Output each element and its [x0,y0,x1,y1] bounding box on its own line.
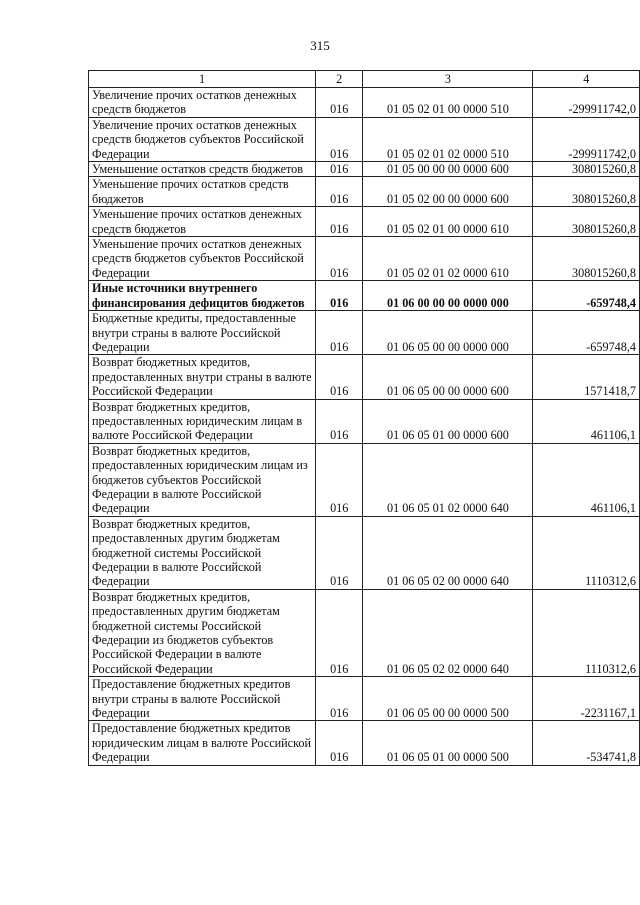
table-row [89,162,640,177]
table-row [89,516,640,589]
row-amount-cell: 308015260,8 [533,237,640,281]
row-name-cell: Увеличение прочих остатков денежных средств бюджетов [89,88,316,118]
row-amount-cell: 308015260,8 [533,177,640,207]
budget-sources-table [88,70,640,766]
row-code-cell: 016 [316,88,363,118]
column-header-1: 1 [89,71,316,88]
page-number: 315 [310,38,330,53]
row-code-cell: 016 [316,177,363,207]
table-row [89,399,640,443]
table-row [89,207,640,237]
column-header-3: 3 [363,71,533,88]
row-budget-code-cell: 01 06 05 02 00 0000 640 [363,516,533,589]
row-budget-code-cell: 01 05 02 01 00 0000 610 [363,207,533,237]
table-row [89,281,640,311]
row-amount-cell: 1110312,6 [533,516,640,589]
row-amount-cell: 461106,1 [533,443,640,516]
row-name-cell: Уменьшение остатков средств бюджетов [89,162,316,177]
row-code-cell: 016 [316,117,363,161]
row-code-cell: 016 [316,677,363,721]
row-budget-code-cell: 01 06 05 01 00 0000 600 [363,399,533,443]
row-code-cell: 016 [316,589,363,676]
row-budget-code-cell: 01 06 05 02 02 0000 640 [363,589,533,676]
column-header-4: 4 [533,71,640,88]
table-row [89,355,640,399]
row-amount-cell: -299911742,0 [533,88,640,118]
row-name-cell: Возврат бюджетных кредитов, предоставленных другим бюджетам бюджетной системы Российской Федерации в валюте Российской Федерации [89,516,316,589]
row-name-cell: Предоставление бюджетных кредитов юридическим лицам в валюте Российской Федерации [89,721,316,765]
row-code-cell: 016 [316,311,363,355]
row-amount-cell: 461106,1 [533,399,640,443]
row-budget-code-cell: 01 06 05 01 00 0000 500 [363,721,533,765]
row-budget-code-cell: 01 05 02 01 02 0000 510 [363,117,533,161]
row-amount-cell: -534741,8 [533,721,640,765]
table-header-row [89,71,640,88]
row-budget-code-cell: 01 05 02 01 00 0000 510 [363,88,533,118]
row-code-cell: 016 [316,162,363,177]
table-row [89,237,640,281]
row-amount-cell: 1110312,6 [533,589,640,676]
table-row [89,117,640,161]
row-budget-code-cell: 01 06 00 00 00 0000 000 [363,281,533,311]
row-amount-cell: -299911742,0 [533,117,640,161]
row-code-cell: 016 [316,399,363,443]
row-name-cell: Возврат бюджетных кредитов, предоставленных юридическим лицам в валюте Российской Федерации [89,399,316,443]
table-row [89,177,640,207]
row-budget-code-cell: 01 05 02 00 00 0000 600 [363,177,533,207]
row-budget-code-cell: 01 06 05 00 00 0000 600 [363,355,533,399]
row-amount-cell: -659748,4 [533,281,640,311]
row-code-cell: 016 [316,207,363,237]
row-code-cell: 016 [316,516,363,589]
row-code-cell: 016 [316,721,363,765]
row-name-cell: Предоставление бюджетных кредитов внутри страны в валюте Российской Федерации [89,677,316,721]
row-code-cell: 016 [316,355,363,399]
row-name-cell: Уменьшение прочих остатков денежных средств бюджетов [89,207,316,237]
row-amount-cell: -659748,4 [533,311,640,355]
row-name-cell: Возврат бюджетных кредитов, предоставленных внутри страны в валюте Российской Федерации [89,355,316,399]
table-row [89,311,640,355]
row-name-cell: Уменьшение прочих остатков денежных средств бюджетов субъектов Российской Федерации [89,237,316,281]
row-name-cell: Уменьшение прочих остатков средств бюджетов [89,177,316,207]
row-name-cell: Иные источники внутреннего финансирования дефицитов бюджетов [89,281,316,311]
row-budget-code-cell: 01 06 05 00 00 0000 000 [363,311,533,355]
row-name-cell: Возврат бюджетных кредитов, предоставленных юридическим лицам из бюджетов субъектов Российской Федерации в валюте Российской Федерации [89,443,316,516]
table-row [89,589,640,676]
row-amount-cell: 308015260,8 [533,207,640,237]
table-row [89,721,640,765]
row-amount-cell: -2231167,1 [533,677,640,721]
row-code-cell: 016 [316,281,363,311]
table-row [89,443,640,516]
row-name-cell: Увеличение прочих остатков денежных средств бюджетов субъектов Российской Федерации [89,117,316,161]
table-row [89,677,640,721]
row-budget-code-cell: 01 06 05 00 00 0000 500 [363,677,533,721]
row-budget-code-cell: 01 06 05 01 02 0000 640 [363,443,533,516]
row-code-cell: 016 [316,443,363,516]
row-name-cell: Бюджетные кредиты, предоставленные внутри страны в валюте Российской Федерации [89,311,316,355]
row-amount-cell: 308015260,8 [533,162,640,177]
column-header-2: 2 [316,71,363,88]
row-budget-code-cell: 01 05 02 01 02 0000 610 [363,237,533,281]
row-budget-code-cell: 01 05 00 00 00 0000 600 [363,162,533,177]
row-name-cell: Возврат бюджетных кредитов, предоставленных другим бюджетам бюджетной системы Российской Федерации из бюджетов субъектов Российской Федерации в валюте Российской Федерации [89,589,316,676]
row-code-cell: 016 [316,237,363,281]
row-amount-cell: 1571418,7 [533,355,640,399]
table-row [89,88,640,118]
